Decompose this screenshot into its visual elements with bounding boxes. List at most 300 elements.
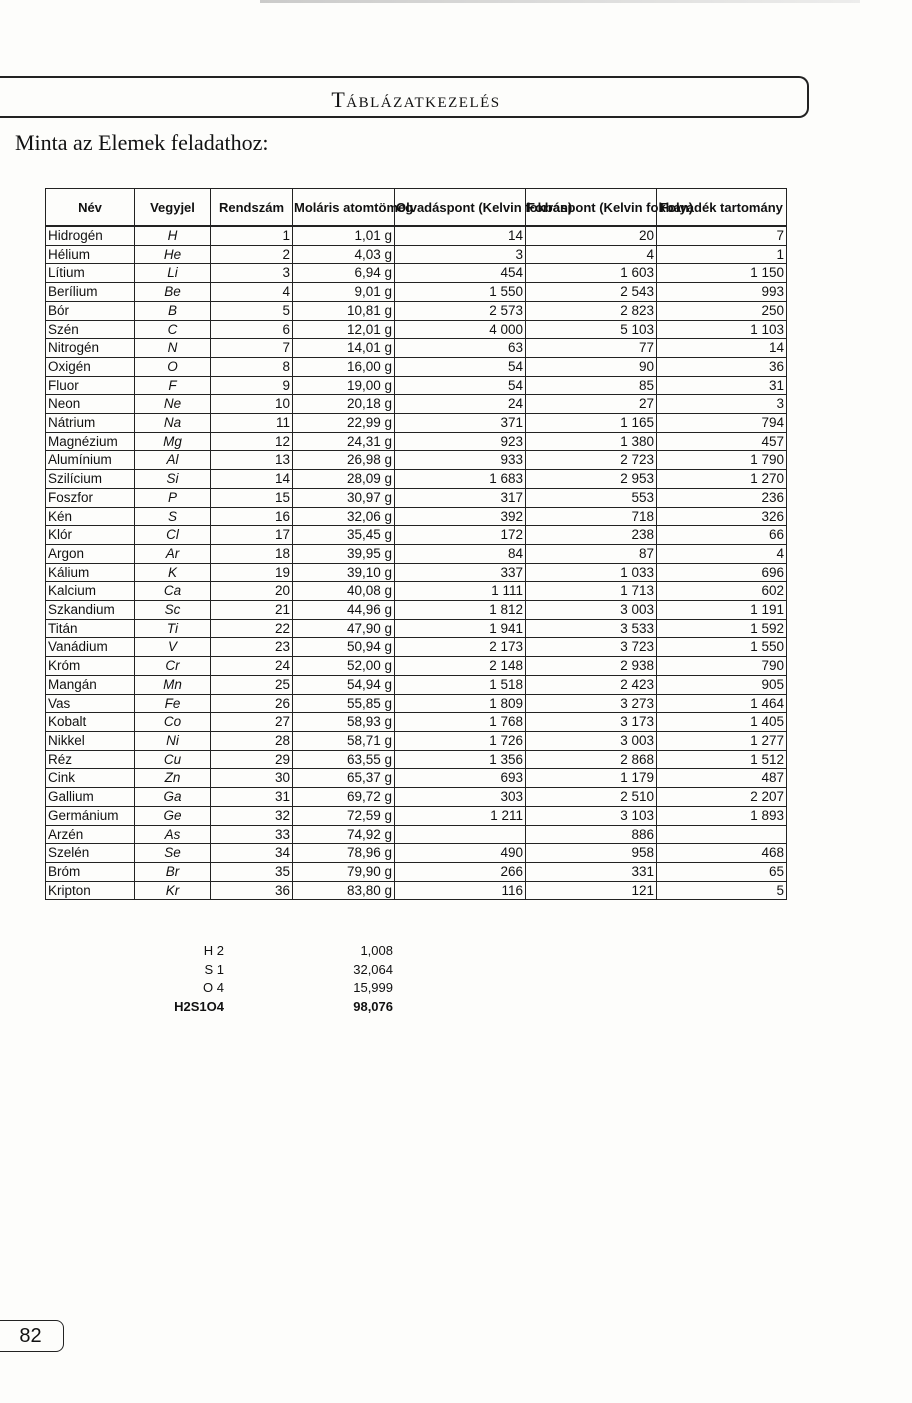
table-row xyxy=(46,357,787,376)
cell-boiling-point: 77 xyxy=(526,339,657,358)
cell-liquid-range: 14 xyxy=(657,339,787,358)
section-subtitle: Minta az Elemek feladathoz: xyxy=(15,130,269,155)
cell-symbol: Se xyxy=(135,844,211,863)
cell-melting-point: 4 000 xyxy=(395,320,526,339)
cell-molar-mass: 50,94 g xyxy=(293,638,395,657)
cell-name: Nitrogén xyxy=(46,339,135,358)
cell-name: Vanádium xyxy=(46,638,135,657)
cell-name: Argon xyxy=(46,544,135,563)
cell-name: Kén xyxy=(46,507,135,526)
cell-liquid-range: 487 xyxy=(657,769,787,788)
cell-boiling-point: 553 xyxy=(526,488,657,507)
cell-atomic-number: 8 xyxy=(211,357,293,376)
cell-melting-point: 266 xyxy=(395,862,526,881)
cell-symbol: Li xyxy=(135,264,211,283)
cell-molar-mass: 12,01 g xyxy=(293,320,395,339)
cell-name: Szén xyxy=(46,320,135,339)
cell-name: Hélium xyxy=(46,245,135,264)
cell-molar-mass: 32,06 g xyxy=(293,507,395,526)
table-row xyxy=(46,526,787,545)
cell-name: Kalcium xyxy=(46,582,135,601)
cell-atomic-number: 9 xyxy=(211,376,293,395)
cell-molar-mass: 72,59 g xyxy=(293,806,395,825)
table-row xyxy=(46,657,787,676)
table-row xyxy=(46,339,787,358)
cell-name: Oxigén xyxy=(46,357,135,376)
cell-atomic-number: 22 xyxy=(211,619,293,638)
cell-boiling-point: 3 723 xyxy=(526,638,657,657)
cell-boiling-point: 958 xyxy=(526,844,657,863)
cell-liquid-range: 236 xyxy=(657,488,787,507)
table-row xyxy=(46,376,787,395)
cell-atomic-number: 23 xyxy=(211,638,293,657)
cell-name: Króm xyxy=(46,657,135,676)
cell-molar-mass: 55,85 g xyxy=(293,694,395,713)
cell-liquid-range: 905 xyxy=(657,675,787,694)
cell-melting-point: 1 550 xyxy=(395,283,526,302)
cell-boiling-point: 1 165 xyxy=(526,414,657,433)
cell-symbol: Br xyxy=(135,862,211,881)
cell-molar-mass: 14,01 g xyxy=(293,339,395,358)
cell-atomic-number: 28 xyxy=(211,731,293,750)
cell-atomic-number: 31 xyxy=(211,788,293,807)
top-rule xyxy=(260,0,860,3)
cell-name: Lítium xyxy=(46,264,135,283)
cell-symbol: K xyxy=(135,563,211,582)
cell-liquid-range: 3 xyxy=(657,395,787,414)
cell-liquid-range: 1 790 xyxy=(657,451,787,470)
table-row xyxy=(46,731,787,750)
cell-name: Nátrium xyxy=(46,414,135,433)
cell-symbol: Sc xyxy=(135,601,211,620)
cell-liquid-range: 1 191 xyxy=(657,601,787,620)
cell-atomic-number: 29 xyxy=(211,750,293,769)
cell-melting-point: 14 xyxy=(395,226,526,245)
cell-atomic-number: 19 xyxy=(211,563,293,582)
cell-molar-mass: 4,03 g xyxy=(293,245,395,264)
cell-atomic-number: 34 xyxy=(211,844,293,863)
cell-melting-point: 3 xyxy=(395,245,526,264)
cell-atomic-number: 7 xyxy=(211,339,293,358)
cell-name: Fluor xyxy=(46,376,135,395)
table-row xyxy=(46,806,787,825)
cell-boiling-point: 331 xyxy=(526,862,657,881)
cell-liquid-range: 250 xyxy=(657,301,787,320)
cell-atomic-number: 25 xyxy=(211,675,293,694)
cell-name: Arzén xyxy=(46,825,135,844)
cell-liquid-range: 1 150 xyxy=(657,264,787,283)
cell-melting-point: 24 xyxy=(395,395,526,414)
cell-liquid-range: 1 270 xyxy=(657,470,787,489)
cell-molar-mass: 44,96 g xyxy=(293,601,395,620)
cell-symbol: Kr xyxy=(135,881,211,900)
cell-name: Magnézium xyxy=(46,432,135,451)
cell-atomic-number: 36 xyxy=(211,881,293,900)
cell-boiling-point: 3 003 xyxy=(526,731,657,750)
page-number: 82 xyxy=(0,1320,64,1352)
cell-liquid-range: 4 xyxy=(657,544,787,563)
cell-name: Neon xyxy=(46,395,135,414)
cell-name: Foszfor xyxy=(46,488,135,507)
cell-liquid-range: 790 xyxy=(657,657,787,676)
cell-melting-point: 693 xyxy=(395,769,526,788)
cell-symbol: He xyxy=(135,245,211,264)
table-row xyxy=(46,563,787,582)
cell-melting-point: 454 xyxy=(395,264,526,283)
cell-symbol: Na xyxy=(135,414,211,433)
cell-boiling-point: 90 xyxy=(526,357,657,376)
table-row xyxy=(46,713,787,732)
cell-liquid-range: 326 xyxy=(657,507,787,526)
cell-liquid-range: 65 xyxy=(657,862,787,881)
cell-melting-point: 54 xyxy=(395,357,526,376)
cell-boiling-point: 3 273 xyxy=(526,694,657,713)
cell-melting-point: 1 356 xyxy=(395,750,526,769)
cell-boiling-point: 27 xyxy=(526,395,657,414)
cell-atomic-number: 12 xyxy=(211,432,293,451)
cell-liquid-range: 1 xyxy=(657,245,787,264)
cell-symbol: H xyxy=(135,226,211,245)
cell-melting-point: 1 809 xyxy=(395,694,526,713)
cell-melting-point: 54 xyxy=(395,376,526,395)
cell-melting-point: 172 xyxy=(395,526,526,545)
cell-liquid-range: 1 103 xyxy=(657,320,787,339)
cell-boiling-point: 2 510 xyxy=(526,788,657,807)
table-row xyxy=(46,750,787,769)
cell-atomic-number: 4 xyxy=(211,283,293,302)
cell-molar-mass: 28,09 g xyxy=(293,470,395,489)
cell-molar-mass: 40,08 g xyxy=(293,582,395,601)
cell-symbol: Fe xyxy=(135,694,211,713)
table-row xyxy=(46,619,787,638)
cell-atomic-number: 21 xyxy=(211,601,293,620)
cell-melting-point: 1 726 xyxy=(395,731,526,750)
cell-symbol: Cl xyxy=(135,526,211,545)
cell-atomic-number: 11 xyxy=(211,414,293,433)
table-row xyxy=(46,788,787,807)
formula-labels xyxy=(140,942,224,1016)
cell-symbol: O xyxy=(135,357,211,376)
cell-melting-point: 2 148 xyxy=(395,657,526,676)
cell-atomic-number: 1 xyxy=(211,226,293,245)
cell-liquid-range: 1 277 xyxy=(657,731,787,750)
cell-molar-mass: 74,92 g xyxy=(293,825,395,844)
cell-boiling-point: 3 003 xyxy=(526,601,657,620)
cell-boiling-point: 1 380 xyxy=(526,432,657,451)
cell-liquid-range: 66 xyxy=(657,526,787,545)
cell-melting-point: 1 812 xyxy=(395,601,526,620)
column-header: Vegyjel xyxy=(135,189,211,227)
cell-liquid-range: 31 xyxy=(657,376,787,395)
cell-name: Gallium xyxy=(46,788,135,807)
cell-boiling-point: 1 179 xyxy=(526,769,657,788)
cell-atomic-number: 30 xyxy=(211,769,293,788)
cell-boiling-point: 2 938 xyxy=(526,657,657,676)
formula-value: 32,064 xyxy=(353,961,393,977)
cell-name: Cink xyxy=(46,769,135,788)
cell-symbol: P xyxy=(135,488,211,507)
cell-molar-mass: 52,00 g xyxy=(293,657,395,676)
cell-symbol: Co xyxy=(135,713,211,732)
cell-liquid-range: 1 512 xyxy=(657,750,787,769)
cell-liquid-range: 1 893 xyxy=(657,806,787,825)
cell-melting-point: 317 xyxy=(395,488,526,507)
table-row xyxy=(46,507,787,526)
table-row xyxy=(46,470,787,489)
formula-total-label: H2S1O4 xyxy=(174,998,224,1014)
cell-liquid-range: 1 405 xyxy=(657,713,787,732)
cell-molar-mass: 20,18 g xyxy=(293,395,395,414)
cell-atomic-number: 15 xyxy=(211,488,293,507)
cell-liquid-range: 457 xyxy=(657,432,787,451)
cell-symbol: B xyxy=(135,301,211,320)
cell-melting-point: 63 xyxy=(395,339,526,358)
cell-name: Vas xyxy=(46,694,135,713)
cell-molar-mass: 69,72 g xyxy=(293,788,395,807)
table-row xyxy=(46,862,787,881)
cell-atomic-number: 18 xyxy=(211,544,293,563)
cell-melting-point: 1 941 xyxy=(395,619,526,638)
formula-value: 1,008 xyxy=(360,943,393,958)
cell-melting-point: 371 xyxy=(395,414,526,433)
cell-melting-point: 1 518 xyxy=(395,675,526,694)
cell-symbol: C xyxy=(135,320,211,339)
table-row xyxy=(46,301,787,320)
elements-table xyxy=(45,188,787,900)
cell-symbol: S xyxy=(135,507,211,526)
cell-boiling-point: 2 868 xyxy=(526,750,657,769)
cell-melting-point: 2 173 xyxy=(395,638,526,657)
cell-liquid-range: 794 xyxy=(657,414,787,433)
formula-value: 15,999 xyxy=(353,980,393,995)
cell-atomic-number: 13 xyxy=(211,451,293,470)
cell-liquid-range: 1 550 xyxy=(657,638,787,657)
table-row xyxy=(46,451,787,470)
cell-boiling-point: 1 603 xyxy=(526,264,657,283)
cell-atomic-number: 5 xyxy=(211,301,293,320)
cell-boiling-point: 238 xyxy=(526,526,657,545)
table-row xyxy=(46,694,787,713)
chapter-title: Táblázatkezelés xyxy=(331,87,501,112)
cell-molar-mass: 35,45 g xyxy=(293,526,395,545)
cell-name: Kobalt xyxy=(46,713,135,732)
cell-molar-mass: 6,94 g xyxy=(293,264,395,283)
cell-symbol: N xyxy=(135,339,211,358)
cell-melting-point: 1 683 xyxy=(395,470,526,489)
column-header: Olvadáspont (Kelvin fokban) xyxy=(395,189,526,227)
cell-boiling-point: 3 173 xyxy=(526,713,657,732)
table-header-row xyxy=(46,189,787,227)
table-row xyxy=(46,432,787,451)
cell-symbol: Cu xyxy=(135,750,211,769)
table-row xyxy=(46,226,787,245)
cell-boiling-point: 2 953 xyxy=(526,470,657,489)
cell-name: Klór xyxy=(46,526,135,545)
cell-molar-mass: 58,71 g xyxy=(293,731,395,750)
cell-liquid-range: 468 xyxy=(657,844,787,863)
cell-melting-point: 303 xyxy=(395,788,526,807)
cell-melting-point: 337 xyxy=(395,563,526,582)
formula-values xyxy=(300,942,393,1016)
cell-molar-mass: 39,95 g xyxy=(293,544,395,563)
table-row xyxy=(46,844,787,863)
cell-liquid-range xyxy=(657,825,787,844)
cell-melting-point: 933 xyxy=(395,451,526,470)
cell-boiling-point: 3 533 xyxy=(526,619,657,638)
column-header: Folyadék tartomány xyxy=(657,189,787,227)
cell-symbol: As xyxy=(135,825,211,844)
cell-boiling-point: 20 xyxy=(526,226,657,245)
cell-symbol: V xyxy=(135,638,211,657)
cell-molar-mass: 30,97 g xyxy=(293,488,395,507)
cell-symbol: Ca xyxy=(135,582,211,601)
table-row xyxy=(46,544,787,563)
cell-atomic-number: 2 xyxy=(211,245,293,264)
cell-molar-mass: 83,80 g xyxy=(293,881,395,900)
cell-melting-point: 490 xyxy=(395,844,526,863)
cell-molar-mass: 16,00 g xyxy=(293,357,395,376)
cell-liquid-range: 36 xyxy=(657,357,787,376)
cell-name: Kálium xyxy=(46,563,135,582)
cell-atomic-number: 16 xyxy=(211,507,293,526)
table-row xyxy=(46,245,787,264)
cell-atomic-number: 33 xyxy=(211,825,293,844)
cell-name: Bróm xyxy=(46,862,135,881)
cell-name: Alumínium xyxy=(46,451,135,470)
cell-atomic-number: 35 xyxy=(211,862,293,881)
table-row xyxy=(46,414,787,433)
cell-molar-mass: 63,55 g xyxy=(293,750,395,769)
cell-molar-mass: 65,37 g xyxy=(293,769,395,788)
cell-atomic-number: 27 xyxy=(211,713,293,732)
formula-label: S 1 xyxy=(204,961,224,977)
table-body xyxy=(46,226,787,900)
cell-symbol: Cr xyxy=(135,657,211,676)
cell-name: Szelén xyxy=(46,844,135,863)
cell-boiling-point: 2 543 xyxy=(526,283,657,302)
cell-boiling-point: 3 103 xyxy=(526,806,657,825)
column-header: Forráspont (Kelvin fokban) xyxy=(526,189,657,227)
cell-melting-point: 1 111 xyxy=(395,582,526,601)
cell-symbol: Ar xyxy=(135,544,211,563)
cell-boiling-point: 85 xyxy=(526,376,657,395)
cell-name: Germánium xyxy=(46,806,135,825)
cell-boiling-point: 2 723 xyxy=(526,451,657,470)
cell-symbol: Ne xyxy=(135,395,211,414)
table-row xyxy=(46,825,787,844)
cell-atomic-number: 10 xyxy=(211,395,293,414)
cell-boiling-point: 1 713 xyxy=(526,582,657,601)
cell-boiling-point: 121 xyxy=(526,881,657,900)
cell-molar-mass: 26,98 g xyxy=(293,451,395,470)
table-row xyxy=(46,601,787,620)
cell-boiling-point: 87 xyxy=(526,544,657,563)
column-header: Név xyxy=(46,189,135,227)
cell-atomic-number: 20 xyxy=(211,582,293,601)
cell-atomic-number: 14 xyxy=(211,470,293,489)
cell-molar-mass: 58,93 g xyxy=(293,713,395,732)
cell-melting-point: 2 573 xyxy=(395,301,526,320)
cell-liquid-range: 1 592 xyxy=(657,619,787,638)
cell-molar-mass: 9,01 g xyxy=(293,283,395,302)
cell-molar-mass: 24,31 g xyxy=(293,432,395,451)
cell-atomic-number: 17 xyxy=(211,526,293,545)
table-row xyxy=(46,320,787,339)
cell-melting-point xyxy=(395,825,526,844)
cell-name: Hidrogén xyxy=(46,226,135,245)
formula-label: O 4 xyxy=(203,980,224,995)
cell-name: Bór xyxy=(46,301,135,320)
cell-boiling-point: 1 033 xyxy=(526,563,657,582)
cell-melting-point: 392 xyxy=(395,507,526,526)
cell-name: Mangán xyxy=(46,675,135,694)
cell-name: Szilícium xyxy=(46,470,135,489)
table-row xyxy=(46,638,787,657)
cell-molar-mass: 78,96 g xyxy=(293,844,395,863)
cell-molar-mass: 79,90 g xyxy=(293,862,395,881)
cell-melting-point: 84 xyxy=(395,544,526,563)
table-row xyxy=(46,881,787,900)
cell-boiling-point: 5 103 xyxy=(526,320,657,339)
cell-name: Réz xyxy=(46,750,135,769)
cell-molar-mass: 39,10 g xyxy=(293,563,395,582)
cell-melting-point: 1 768 xyxy=(395,713,526,732)
cell-boiling-point: 2 423 xyxy=(526,675,657,694)
cell-boiling-point: 4 xyxy=(526,245,657,264)
cell-boiling-point: 718 xyxy=(526,507,657,526)
cell-symbol: Zn xyxy=(135,769,211,788)
cell-name: Titán xyxy=(46,619,135,638)
cell-atomic-number: 6 xyxy=(211,320,293,339)
cell-atomic-number: 32 xyxy=(211,806,293,825)
table-row xyxy=(46,395,787,414)
cell-liquid-range: 602 xyxy=(657,582,787,601)
cell-molar-mass: 22,99 g xyxy=(293,414,395,433)
cell-liquid-range: 993 xyxy=(657,283,787,302)
cell-name: Szkandium xyxy=(46,601,135,620)
table-row xyxy=(46,582,787,601)
table-row xyxy=(46,769,787,788)
cell-atomic-number: 26 xyxy=(211,694,293,713)
cell-symbol: Be xyxy=(135,283,211,302)
table-row xyxy=(46,488,787,507)
cell-boiling-point: 886 xyxy=(526,825,657,844)
cell-molar-mass: 10,81 g xyxy=(293,301,395,320)
cell-symbol: Ni xyxy=(135,731,211,750)
cell-liquid-range: 1 464 xyxy=(657,694,787,713)
cell-liquid-range: 696 xyxy=(657,563,787,582)
cell-boiling-point: 2 823 xyxy=(526,301,657,320)
table-row xyxy=(46,283,787,302)
cell-molar-mass: 19,00 g xyxy=(293,376,395,395)
cell-symbol: Al xyxy=(135,451,211,470)
cell-liquid-range: 2 207 xyxy=(657,788,787,807)
cell-symbol: Ge xyxy=(135,806,211,825)
cell-liquid-range: 7 xyxy=(657,226,787,245)
column-header: Moláris atomtömeg xyxy=(293,189,395,227)
cell-melting-point: 923 xyxy=(395,432,526,451)
table-row xyxy=(46,675,787,694)
cell-symbol: F xyxy=(135,376,211,395)
table-row xyxy=(46,264,787,283)
cell-symbol: Si xyxy=(135,470,211,489)
cell-name: Berílium xyxy=(46,283,135,302)
cell-molar-mass: 1,01 g xyxy=(293,226,395,245)
cell-molar-mass: 54,94 g xyxy=(293,675,395,694)
cell-symbol: Mg xyxy=(135,432,211,451)
cell-melting-point: 1 211 xyxy=(395,806,526,825)
formula-label: H 2 xyxy=(203,943,224,958)
